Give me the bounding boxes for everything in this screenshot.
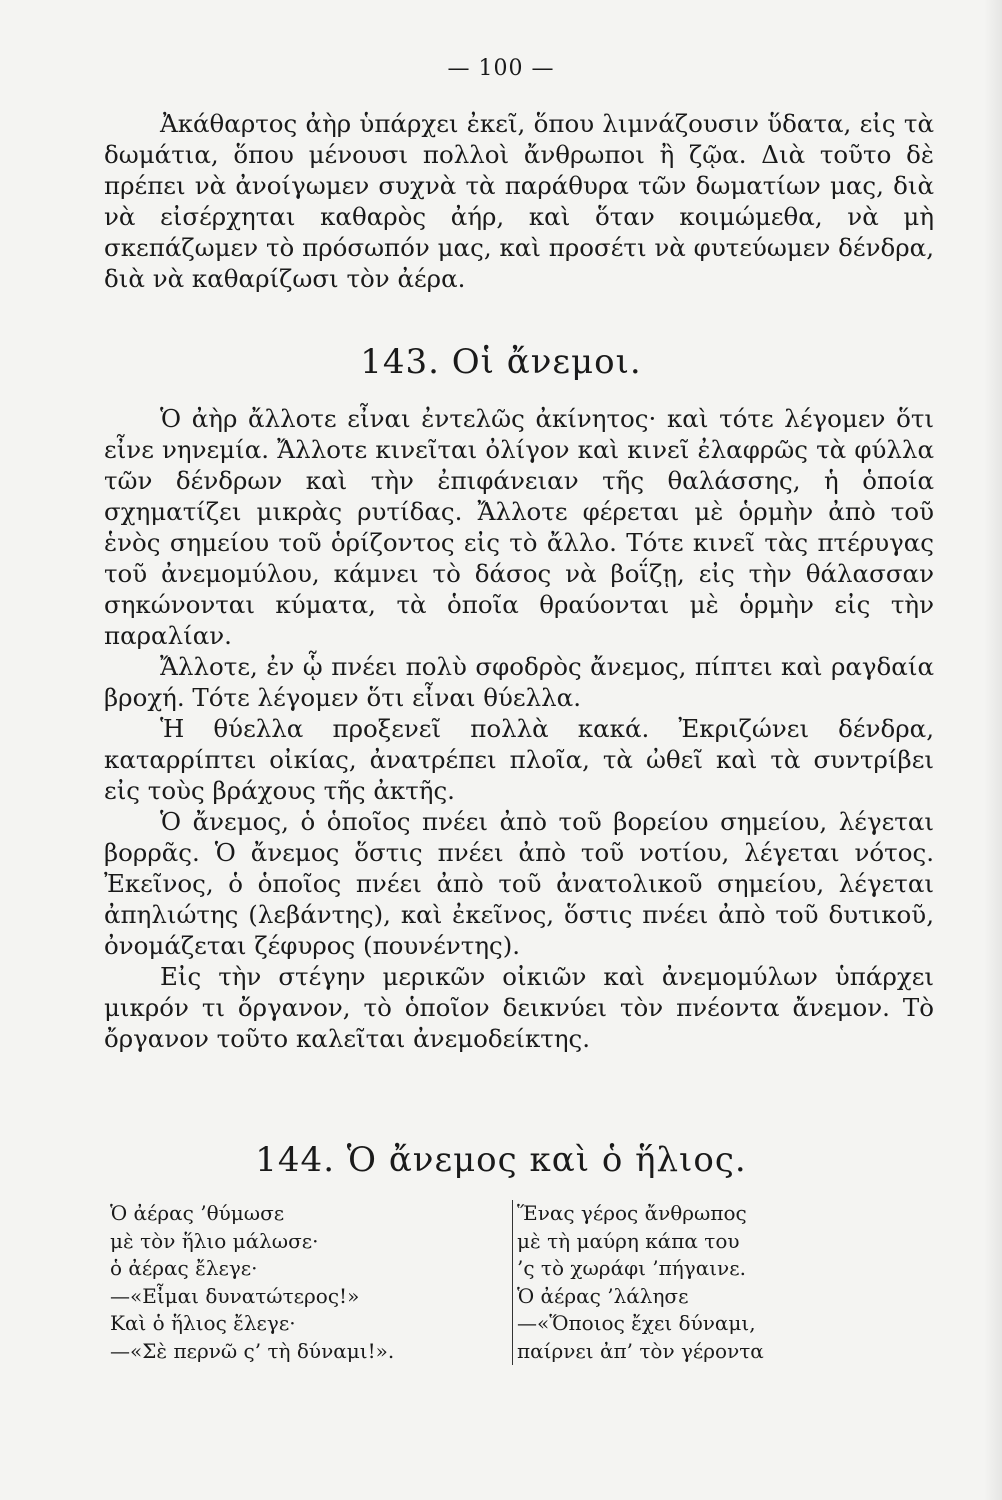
poem-line: —«Σὲ περνῶ ς’ τὴ δύναμι!». bbox=[110, 1338, 395, 1363]
poem-line: —«Ὅποιος ἔχει δύναμι, bbox=[517, 1311, 756, 1335]
section-144-heading: 144. Ὁ ἄνεμος καὶ ὁ ἥλιος. bbox=[255, 1140, 747, 1180]
section-143-body bbox=[104, 403, 934, 1054]
poem-line: ’ς τὸ χωράφι ’πήγαινε. bbox=[517, 1256, 746, 1280]
intro-paragraph-block bbox=[104, 108, 934, 294]
poem-right-column bbox=[512, 1200, 937, 1365]
section-143-paragraph-2: Ἄλλοτε, ἐν ᾧ πνέει πολὺ σφοδρὸς ἄνεμος, πίπτει καὶ ραγδαία βροχή. Τότε λέγομεν ὅτι εἶναι θύελλα. bbox=[104, 652, 934, 712]
poem-line: Ὁ ἀέρας ’θύμωσε bbox=[110, 1201, 285, 1225]
poem-line: μὲ τὸν ἥλιο μάλωσε· bbox=[110, 1228, 319, 1253]
poem-line: Καὶ ὁ ἥλιος ἔλεγε· bbox=[110, 1311, 296, 1335]
section-143-paragraph-5: Εἰς τὴν στέγην μερικῶν οἰκιῶν καὶ ἀνεμομύλων ὑπάρχει μικρόν τι ὄργανον, τὸ ὁποῖον δεικνύει τὸν πνέοντα ἄνεμον. Τὸ ὄργανον τοῦτο καλεῖται ἀνεμοδείκτης. bbox=[104, 962, 934, 1053]
page-edge-shadow bbox=[984, 0, 1002, 1500]
section-143-paragraph-3: Ἡ θύελλα προξενεῖ πολλὰ κακά. Ἐκριζώνει δένδρα, καταρρίπτει οἰκίας, ἀνατρέπει πλοῖα, τὰ ὠθεῖ καὶ τὰ συντρίβει εἰς τοὺς βράχους τῆς ἀκτῆς. bbox=[104, 714, 934, 805]
poem-left-column bbox=[110, 1200, 500, 1365]
poem-line: ὁ ἀέρας ἔλεγε· bbox=[110, 1256, 258, 1280]
intro-paragraph: Ἀκάθαρτος ἀὴρ ὑπάρχει ἐκεῖ, ὅπου λιμνάζουσιν ὕδατα, εἰς τὰ δωμάτια, ὅπου μένουσι πολλοὶ ἄνθρωποι ἢ ζῷα. Διὰ τοῦτο δὲ πρέπει νὰ ἀνοίγωμεν συχνὰ τὰ παράθυρα τῶν δωματίων μας, διὰ νὰ εἰσέρχηται καθαρὸς ἀήρ, καὶ ὅταν κοιμώμεθα, νὰ μὴ σκεπάζωμεν τὸ πρόσωπόν μας, καὶ προσέτι νὰ φυτεύωμεν δένδρα, διὰ νὰ καθαρίζωσι τὸν ἀέρα. bbox=[104, 109, 934, 293]
page-number: — 100 — bbox=[447, 56, 555, 81]
poem-line: μὲ τὴ μαύρη κάπα του bbox=[517, 1228, 740, 1253]
section-143-paragraph-4: Ὁ ἄνεμος, ὁ ὁποῖος πνέει ἀπὸ τοῦ βορείου σημείου, λέγεται βορρᾶς. Ὁ ἄνεμος ὅστις πνέει ἀπὸ τοῦ νοτίου, λέγεται νότος. Ἐκεῖνος, ὁ ὁποῖος πνέει ἀπὸ τοῦ ἀνατολικοῦ σημείου, λέγεται ἀπηλιώτης (λεβάντης), καὶ ἐκεῖνος, ὅστις πνέει ἀπὸ τοῦ δυτικοῦ, ὀνομάζεται ζέφυρος (πουνέντης). bbox=[104, 807, 934, 960]
poem-line: —«Εἶμαι δυνατώτερος!» bbox=[110, 1283, 360, 1308]
section-143-heading: 143. Οἱ ἄνεμοι. bbox=[360, 342, 642, 382]
poem-line: Ἕνας γέρος ἄνθρωπος bbox=[517, 1201, 747, 1225]
section-143-paragraph-1: Ὁ ἀὴρ ἄλλοτε εἶναι ἐντελῶς ἀκίνητος· καὶ τότε λέγομεν ὅτι εἶνε νηνεμία. Ἄλλοτε κινεῖται ὀλίγον καὶ κινεῖ ἐλαφρῶς τὰ φύλλα τῶν δένδρων καὶ τὴν ἐπιφάνειαν τῆς θαλάσσης, ἡ ὁποία σχηματίζει μικρὰς ρυτίδας. Ἄλλοτε φέρεται μὲ ὁρμὴν ἀπὸ τοῦ ἑνὸς σημείου τοῦ ὁρίζοντος εἰς τὸ ἄλλο. Τότε κινεῖ τὰς πτέρυγας τοῦ ἀνεμομύλου, κάμνει τὸ δάσος νὰ βοΐζῃ, εἰς τὴν θάλασσαν σηκώνονται κύματα, τὰ ὁποῖα θραύονται μὲ ὁρμὴν εἰς τὴν παραλίαν. bbox=[104, 404, 934, 650]
poem-line: Ὁ ἀέρας ’λάλησε bbox=[517, 1283, 689, 1308]
poem-line: παίρνει ἀπ’ τὸν γέροντα bbox=[517, 1338, 764, 1363]
